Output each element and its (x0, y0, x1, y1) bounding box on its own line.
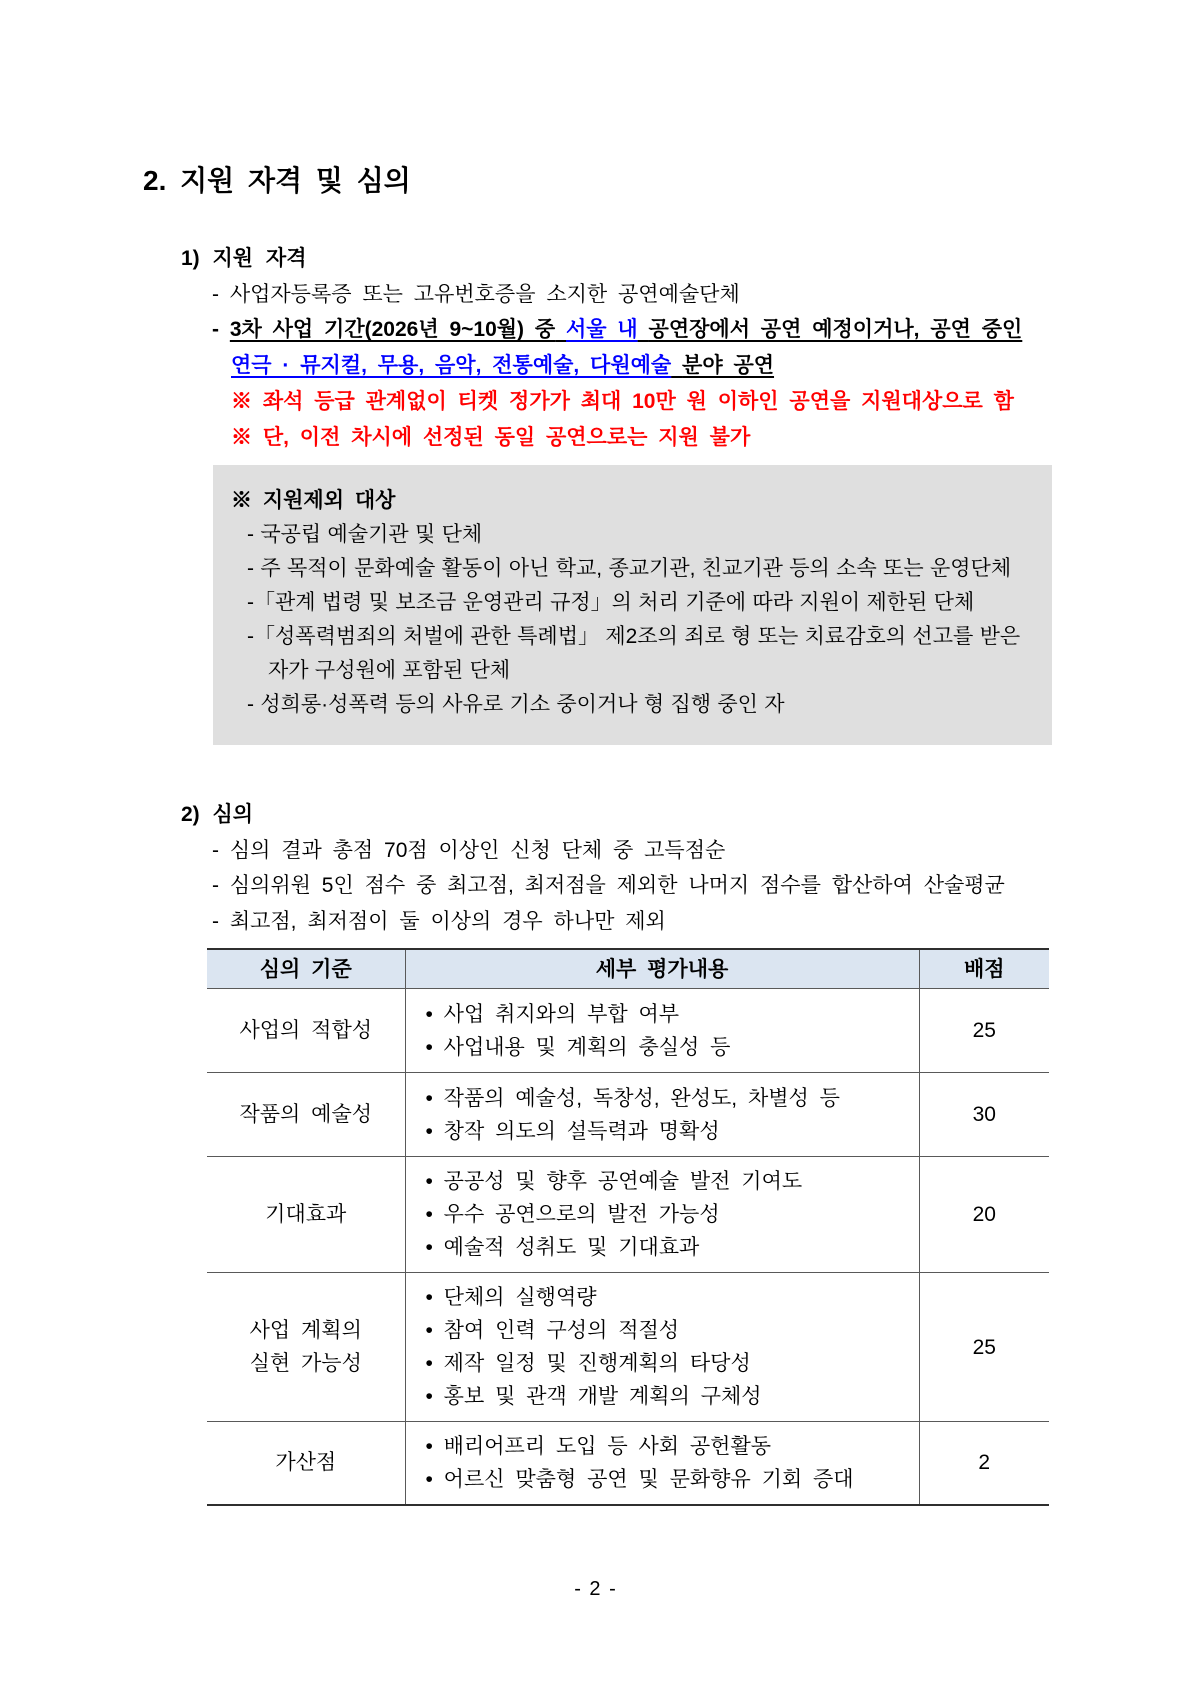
exclusion-item-continued: 자가 구성원에 포함된 단체 (268, 659, 511, 682)
ticket-price-note: ※ 좌석 등급 관계없이 티켓 정가가 최대 10만 원 이하인 공연을 지원대상으로 함 (231, 389, 1014, 413)
list-marker: - (212, 318, 219, 342)
venue-text: 공연장에서 공연 예정이거나, 공연 중인 (648, 318, 1023, 342)
review-section (181, 797, 1051, 940)
criterion-label: 실현 가능성 (249, 1352, 362, 1375)
criterion-label: 작품의 예술성 (239, 1103, 373, 1126)
section-title: 2. 지원 자격 및 심의 (143, 165, 411, 196)
eligibility-item-period (181, 312, 1051, 348)
score-cell (919, 1073, 1049, 1157)
column-header-details: 세부 평가내용 (405, 949, 919, 989)
criterion-cell (207, 1157, 405, 1273)
score-value: 20 (972, 1203, 996, 1226)
score-cell (919, 989, 1049, 1073)
detail-item: • 사업 취지와의 부합 여부 (425, 1002, 680, 1026)
underlined-text (230, 318, 1022, 341)
column-header-score: 배점 (919, 949, 1049, 989)
score-value: 2 (978, 1451, 991, 1475)
review-item: - 최고점, 최저점이 둘 이상의 경우 하나만 제외 (212, 910, 666, 934)
table-row (207, 1157, 1049, 1273)
detail-item: • 제작 일정 및 진행계획의 타당성 (425, 1352, 751, 1375)
underlined-text (231, 354, 774, 377)
table-row (207, 1073, 1049, 1157)
score-cell (919, 1422, 1049, 1505)
score-value: 25 (972, 1335, 996, 1359)
table-row (207, 1422, 1049, 1505)
detail-item: • 사업내용 및 계획의 충실성 등 (425, 1035, 731, 1059)
score-cell (919, 1157, 1049, 1273)
detail-item: • 어르신 맞춤형 공연 및 문화향유 기회 증대 (425, 1467, 854, 1491)
detail-item: • 배리어프리 도입 등 사회 공헌활동 (425, 1434, 772, 1458)
detail-item: • 참여 인력 구성의 적절성 (425, 1319, 680, 1342)
detail-item: • 작품의 예술성, 독창성, 완성도, 차별성 등 (425, 1086, 840, 1110)
location-highlight: 서울 내 (566, 318, 638, 342)
eligibility-item-registration: - 사업자등록증 또는 고유번호증을 소지한 공연예술단체 (212, 282, 740, 306)
score-value: 30 (972, 1103, 996, 1126)
exclusion-item: - 국공립 예술기관 및 단체 (247, 523, 483, 546)
criterion-cell (207, 1073, 405, 1157)
review-item: - 심의위원 5인 점수 중 최고점, 최저점을 제외한 나머지 점수를 합산하여 산술평균 (212, 874, 1005, 898)
table-row (207, 989, 1049, 1073)
criterion-cell (207, 989, 405, 1073)
details-cell (405, 989, 919, 1073)
criterion-label: 가산점 (275, 1451, 337, 1475)
exclusion-title: ※ 지원제외 대상 (231, 489, 396, 512)
criterion-label: 기대효과 (265, 1203, 347, 1226)
details-cell (405, 1422, 919, 1505)
previous-selection-note: ※ 단, 이전 차시에 선정된 동일 공연으로는 지원 불가 (231, 425, 751, 449)
page-number: - 2 - (574, 1578, 616, 1600)
eligibility-section (181, 241, 1051, 455)
review-item: - 심의 결과 총점 70점 이상인 신청 단체 중 고득점순 (212, 838, 726, 862)
details-cell (405, 1157, 919, 1273)
genre-highlight: 연극 · 뮤지컬, 무용, 음악, 전통예술, 다원예술 (231, 354, 672, 378)
detail-item: • 홍보 및 관객 개발 계획의 구체성 (425, 1385, 762, 1408)
details-cell (405, 1273, 919, 1422)
detail-item: • 공공성 및 향후 공연예술 발전 기여도 (425, 1170, 803, 1193)
score-value: 25 (972, 1019, 996, 1042)
review-criteria-table (207, 948, 1049, 1506)
criterion-cell (207, 1422, 405, 1505)
table-row (207, 1273, 1049, 1422)
exclusion-item: - 주 목적이 문화예술 활동이 아닌 학교, 종교기관, 친교기관 등의 소속 또는 운영단체 (247, 557, 1012, 580)
column-header-criterion: 심의 기준 (207, 949, 405, 989)
detail-item: • 우수 공연으로의 발전 가능성 (425, 1203, 720, 1226)
table-header-row (207, 949, 1049, 989)
criterion-cell (207, 1273, 405, 1422)
details-cell (405, 1073, 919, 1157)
eligibility-heading: 1) 지원 자격 (181, 247, 307, 270)
exclusion-item: -「관계 법령 및 보조금 운영관리 규정」의 처리 기준에 따라 지원이 제한된 단체 (247, 591, 975, 614)
genre-suffix: 분야 공연 (682, 354, 775, 378)
criterion-label: 사업의 적합성 (239, 1019, 373, 1042)
exclusion-item: - 성희롱·성폭력 등의 사유로 기소 중이거나 형 집행 중인 자 (247, 693, 785, 716)
period-text: 3차 사업 기간(2026년 9~10월) 중 (229, 318, 556, 342)
detail-item: • 창작 의도의 설득력과 명확성 (425, 1119, 720, 1143)
detail-item: • 예술적 성취도 및 기대효과 (425, 1236, 700, 1259)
eligibility-item-period-continued (181, 348, 1051, 384)
review-heading: 2) 심의 (181, 803, 254, 826)
exclusion-item: -「성폭력범죄의 처벌에 관한 특례법」 제2조의 죄로 형 또는 치료감호의 선고를 받은 (247, 625, 1021, 648)
criterion-label: 사업 계획의 (249, 1319, 362, 1342)
detail-item: • 단체의 실행역량 (425, 1286, 597, 1309)
exclusion-box (213, 465, 1052, 745)
score-cell (919, 1273, 1049, 1422)
